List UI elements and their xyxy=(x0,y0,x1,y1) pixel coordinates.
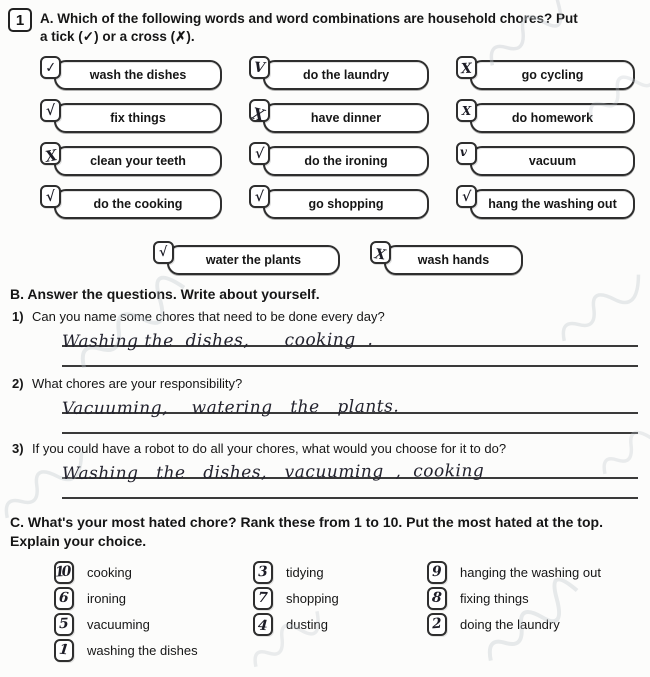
question-number: 3) xyxy=(12,441,24,456)
cross-mark: X xyxy=(460,60,473,77)
rank-item-cooking xyxy=(54,559,253,585)
rank-item-doing-the-laundry xyxy=(427,611,640,637)
question-text: If you could have a robot to do all your chores, what would you choose for it to do? xyxy=(32,441,507,456)
tick-mark: V xyxy=(253,59,266,76)
chore-item-go-shopping xyxy=(249,187,429,219)
chore-label: wash hands xyxy=(384,245,523,275)
rank-label: tidying xyxy=(286,564,324,580)
chore-label: fix things xyxy=(54,103,222,133)
rank-label: cooking xyxy=(87,564,132,580)
section-c-title-line1: C. What's your most hated chore? Rank these from 1 to 10. Put the most hated at the top. xyxy=(10,514,603,530)
section-c-title xyxy=(10,513,640,551)
rank-label: hanging the washing out xyxy=(460,564,601,580)
rank-column-2 xyxy=(253,559,427,663)
chore-row xyxy=(40,101,636,133)
rank-number: 2 xyxy=(431,615,443,633)
tick-mark: √ xyxy=(45,188,56,205)
rank-box[interactable] xyxy=(427,561,447,584)
rank-number: 3 xyxy=(257,563,269,581)
question-text: Can you name some chores that need to be done every day? xyxy=(32,309,385,324)
chore-item-do-homework xyxy=(456,101,635,133)
chore-checkbox[interactable] xyxy=(40,142,61,165)
rank-number: 10 xyxy=(54,563,70,581)
rank-box[interactable] xyxy=(253,587,273,610)
rank-number: 1 xyxy=(58,641,70,659)
chore-label: have dinner xyxy=(263,103,429,133)
chore-label: water the plants xyxy=(167,245,340,275)
chore-label: vacuum xyxy=(470,146,635,176)
rank-box[interactable] xyxy=(253,613,273,636)
chore-item-water-the-plants xyxy=(153,243,340,275)
cross-mark: X xyxy=(461,103,472,118)
chore-label: go cycling xyxy=(470,60,635,90)
section-c-title-line2: Explain your choice. xyxy=(10,533,147,549)
chore-item-fix-things xyxy=(40,101,222,133)
chore-checkbox[interactable] xyxy=(456,185,477,208)
rank-columns xyxy=(10,559,640,663)
worksheet-header xyxy=(0,0,650,46)
chore-item-hang-the-washing-out xyxy=(456,187,635,219)
cross-mark: X xyxy=(43,146,59,166)
chore-item-have-dinner xyxy=(249,101,429,133)
rank-number: 4 xyxy=(257,617,269,635)
section-a-title xyxy=(40,8,578,46)
tick-mark: √ xyxy=(45,102,56,119)
chore-checkbox[interactable] xyxy=(249,99,270,125)
rank-item-fixing-things xyxy=(427,585,640,611)
chore-item-wash-hands xyxy=(370,243,523,275)
chore-label: do the laundry xyxy=(263,60,429,90)
chore-checkbox[interactable] xyxy=(249,56,270,79)
cross-mark: X xyxy=(250,103,267,125)
question-number: 1) xyxy=(12,309,24,324)
chore-row xyxy=(40,144,636,176)
section-a-title-line1: A. Which of the following words and word combinations are household chores? Put xyxy=(40,11,578,26)
rank-box[interactable] xyxy=(253,561,273,584)
chore-checkbox[interactable] xyxy=(456,56,477,79)
rank-label: fixing things xyxy=(460,590,529,606)
tick-mark: v xyxy=(460,144,467,159)
tick-mark: ✓ xyxy=(43,58,58,77)
chore-label: wash the dishes xyxy=(54,60,222,90)
tick-mark: √ xyxy=(461,188,472,205)
chore-label: do homework xyxy=(470,103,635,133)
section-c xyxy=(0,513,650,663)
chore-item-do-the-cooking xyxy=(40,187,222,219)
handwritten-answer-2: Vacuuming, watering the plants. xyxy=(61,396,400,419)
cross-mark: X xyxy=(373,245,387,264)
rank-box[interactable] xyxy=(427,587,447,610)
question-number: 2) xyxy=(12,376,24,391)
section-b xyxy=(0,286,650,499)
rank-label: washing the dishes xyxy=(87,642,198,658)
chore-item-clean-your-teeth xyxy=(40,144,222,176)
rank-number: 6 xyxy=(58,589,70,607)
rank-number: 9 xyxy=(431,563,443,581)
rank-box[interactable] xyxy=(54,613,74,636)
chore-checkbox[interactable] xyxy=(153,241,174,264)
answer-line-2[interactable] xyxy=(61,392,638,419)
chore-label: hang the washing out xyxy=(470,189,635,219)
exercise-number-badge: 1 xyxy=(8,8,32,32)
chore-checkbox[interactable] xyxy=(249,185,270,208)
chore-checkbox[interactable] xyxy=(40,99,61,122)
rank-column-1 xyxy=(54,559,253,663)
chore-item-do-the-ironing xyxy=(249,144,429,176)
answer-line-1[interactable] xyxy=(61,325,638,352)
chore-checkbox[interactable] xyxy=(249,142,270,165)
chore-item-vacuum xyxy=(456,144,635,176)
chore-label: clean your teeth xyxy=(54,146,222,176)
chore-row xyxy=(40,243,636,275)
rank-box[interactable] xyxy=(54,587,74,610)
rank-item-vacuuming xyxy=(54,611,253,637)
rank-item-dusting xyxy=(253,611,427,637)
chore-item-wash-the-dishes xyxy=(40,58,222,90)
rank-label: dusting xyxy=(286,616,328,632)
chore-label: do the cooking xyxy=(54,189,222,219)
rank-label: vacuuming xyxy=(87,616,150,632)
question-1 xyxy=(10,308,640,325)
rank-number: 7 xyxy=(257,589,269,607)
rank-box[interactable] xyxy=(54,639,74,662)
rank-item-ironing xyxy=(54,585,253,611)
chore-checkbox[interactable] xyxy=(456,142,477,165)
rank-number: 5 xyxy=(58,615,70,633)
rank-item-shopping xyxy=(253,585,427,611)
rank-label: doing the laundry xyxy=(460,616,560,632)
rank-box[interactable] xyxy=(54,561,74,584)
chore-checkbox[interactable] xyxy=(40,56,61,79)
question-2 xyxy=(10,375,640,392)
chore-row xyxy=(40,187,636,219)
chore-row xyxy=(40,58,636,90)
handwritten-answer-3: Washing the dishes, vacuuming , cooking xyxy=(61,461,485,484)
rank-item-washing-the-dishes xyxy=(54,637,253,663)
question-text: What chores are your responsibility? xyxy=(32,376,243,391)
section-a-title-line2: a tick (✓) or a cross (✗). xyxy=(40,29,195,44)
rank-item-tidying xyxy=(253,559,427,585)
section-b-title: B. Answer the questions. Write about yourself. xyxy=(10,286,320,302)
chore-label: go shopping xyxy=(263,189,429,219)
rank-box[interactable] xyxy=(427,613,447,636)
chore-checkbox[interactable] xyxy=(456,99,477,122)
question-3 xyxy=(10,440,640,457)
chore-item-do-the-laundry xyxy=(249,58,429,90)
tick-mark: √ xyxy=(254,188,265,205)
answer-line-3[interactable] xyxy=(61,457,638,484)
section-a-chores-grid xyxy=(0,58,650,275)
rank-label: ironing xyxy=(87,590,127,606)
rank-label: shopping xyxy=(286,590,339,606)
rank-item-hanging-the-washing-out xyxy=(427,559,640,585)
chore-checkbox[interactable] xyxy=(370,241,391,264)
chore-item-go-cycling xyxy=(456,58,635,90)
tick-mark: √ xyxy=(254,145,265,162)
handwritten-answer-1: Washing the dishes, cooking . xyxy=(61,329,374,352)
chore-label: do the ironing xyxy=(263,146,429,176)
chore-checkbox[interactable] xyxy=(40,185,61,208)
rank-column-3 xyxy=(427,559,640,663)
rank-number: 8 xyxy=(431,589,443,607)
tick-mark: √ xyxy=(158,244,169,261)
